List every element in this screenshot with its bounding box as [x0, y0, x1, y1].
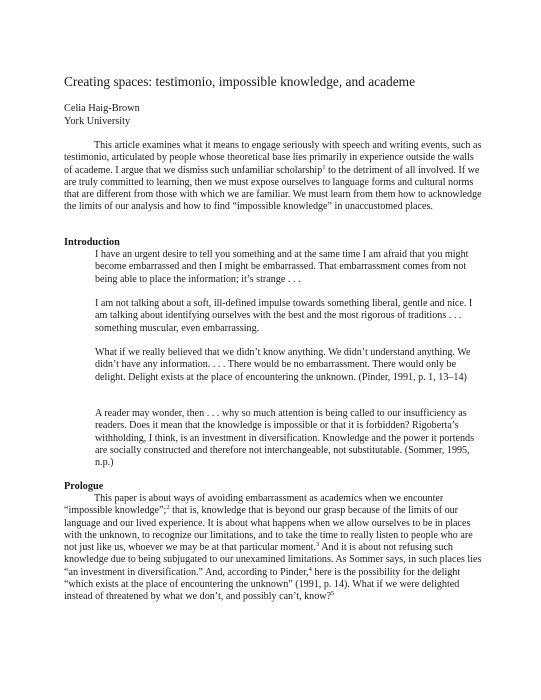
footnote-marker-4[interactable]: 4: [308, 565, 312, 573]
footnote-marker-5[interactable]: 5: [331, 590, 335, 598]
quote-text-1: I have an urgent desire to tell you something and at the same time I am afraid that you might become embarrassed and then I might be embarrassed. That embarrassment comes from not being able to place the information; it’s strange . . .: [95, 249, 469, 285]
quote-text-3: What if we really believed that we didn’t know anything. We didn’t understand anything. We didn’t have any information. . . . There would be no embarrassment. There would only be delight. Delight exists at the place of encountering the unknown. (Pinder, 1991, p. 1, 13–14): [95, 347, 471, 383]
prologue-text-3: And it is about not refusing such knowledge due to being subjugated to our unexamined limitations. As Sommer says, in such places lies “an investment in diversification.” And, according to Pinder,: [64, 542, 482, 578]
footnote-marker-2[interactable]: 2: [166, 504, 170, 512]
footnote-marker-3[interactable]: 3: [316, 541, 320, 549]
footnote-marker-1[interactable]: 1: [322, 163, 326, 171]
block-quote-2: [95, 298, 480, 335]
prologue-text-1: This paper is about ways of avoiding embarrassment as academics when we encounter “impossible knowledge”;: [64, 493, 444, 517]
prologue-text-2: that is, knowledge that is beyond our grasp because of the limits of our language and our lived experience. It is about what happens when we allow ourselves to be in places with the unknown, to recognize our limitations, and to take the time to really listen to people who are not just like us, whoever we may be at that particular moment.: [64, 505, 473, 554]
abstract: [64, 140, 484, 214]
prologue-body: [64, 493, 484, 604]
author-name: Celia Haig-Brown: [64, 103, 140, 114]
quote-text-4: A reader may wonder, then . . . why so much attention is being called to our insufficiency as readers. Does it mean that the knowledge is impossible or that it is forbidden? Rigoberta’s withholding, I think, is an investment in diversification. Knowledge and the power it portends are socially constructed and therefore not interchangeable, not substitutable. (Sommer, 1995, n.p.): [95, 408, 475, 469]
abstract-text-1: This article examines what it means to engage seriously with speech and writing events, such as testimonio, articulated by people whose theoretical base lies primarily in experience outside the walls of academe. I argue that we dismiss such unfamiliar scholarship: [64, 140, 482, 176]
abstract-text-2: to the detriment of all involved. If we are truly committed to learning, then we must expose ourselves to language forms and cultural norms that are different from those with which we are familiar. We must learn from them how to acknowledge the limits of our analysis and how to find “impossible knowledge” in unaccustomed places.: [64, 164, 482, 213]
prologue-text-4: here is the possibility for the delight “which exists at the place of encountering the unknown” (1991, p. 14). What if we were delighted instead of threatened by what we don’t, and possibly can’t, know?: [64, 566, 461, 603]
block-quote-3: [95, 347, 480, 384]
paper-title: Creating spaces: testimonio, impossible knowledge, and academe: [64, 74, 416, 89]
block-quote-4: [95, 408, 480, 469]
prologue-paragraph: [64, 493, 484, 604]
author-affiliation: York University: [64, 116, 131, 127]
quote-text-2: I am not talking about a soft, ill-defined impulse towards something liberal, gentle and nice. I am talking about identifying ourselves with the best and the most rigorous of traditions . . . something muscular, even embarrassing.: [95, 298, 473, 334]
section-heading-introduction: Introduction: [64, 237, 120, 248]
section-heading-prologue: Prologue: [64, 481, 104, 492]
abstract-paragraph: [64, 140, 484, 214]
block-quote-1: [95, 249, 480, 286]
